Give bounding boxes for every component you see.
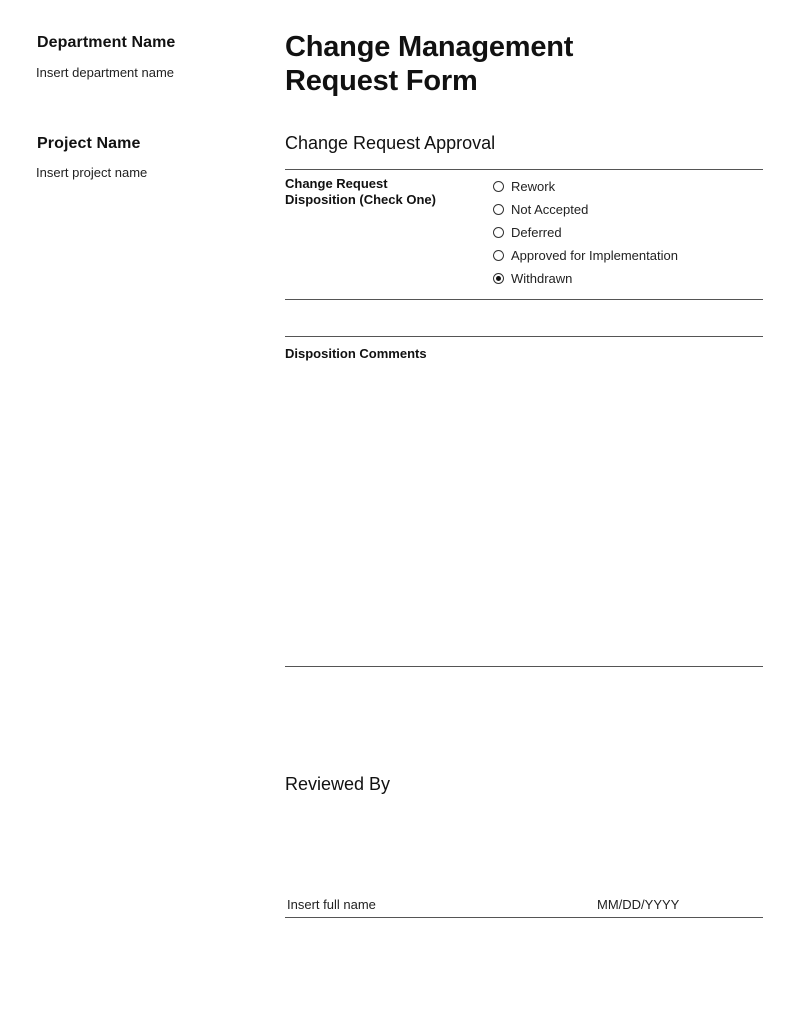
option-label: Rework xyxy=(511,179,556,194)
divider xyxy=(285,666,763,667)
comments-label: Disposition Comments xyxy=(285,346,427,361)
approval-heading: Change Request Approval xyxy=(285,133,496,153)
divider xyxy=(285,336,763,337)
option-label: Deferred xyxy=(511,225,562,240)
radio-icon[interactable] xyxy=(493,227,504,238)
option-withdrawn[interactable] xyxy=(493,267,678,290)
department-value[interactable]: Insert department name xyxy=(36,65,175,80)
radio-icon[interactable] xyxy=(493,181,504,192)
divider xyxy=(285,169,763,170)
option-approved-for-implementation[interactable] xyxy=(493,244,678,267)
option-label: Withdrawn xyxy=(511,271,573,286)
project-value[interactable]: Insert project name xyxy=(36,165,148,180)
option-label: Approved for Implementation xyxy=(511,248,678,263)
reviewed-by-heading: Reviewed By xyxy=(285,774,391,794)
review-date-field[interactable]: MM/DD/YYYY xyxy=(597,897,680,912)
page-title-line-2: Request Form xyxy=(285,65,478,97)
comments-area[interactable] xyxy=(285,366,763,662)
divider xyxy=(285,299,763,300)
project-title: Project Name xyxy=(37,135,141,152)
disposition-options xyxy=(493,175,678,290)
page-title xyxy=(285,30,685,98)
disposition-label-line-1: Change Request xyxy=(285,176,388,191)
page-title-line-1: Change Management xyxy=(285,31,574,63)
reviewer-name-field[interactable]: Insert full name xyxy=(287,897,376,912)
option-rework[interactable] xyxy=(493,175,678,198)
disposition-label-line-2: Disposition (Check One) xyxy=(285,192,436,207)
signature-line xyxy=(285,917,763,918)
option-deferred[interactable] xyxy=(493,221,678,244)
option-not-accepted[interactable] xyxy=(493,198,678,221)
radio-icon[interactable] xyxy=(493,204,504,215)
radio-selected-icon[interactable] xyxy=(493,273,504,284)
disposition-label xyxy=(285,176,455,208)
radio-icon[interactable] xyxy=(493,250,504,261)
option-label: Not Accepted xyxy=(511,202,589,217)
department-title: Department Name xyxy=(37,34,176,51)
